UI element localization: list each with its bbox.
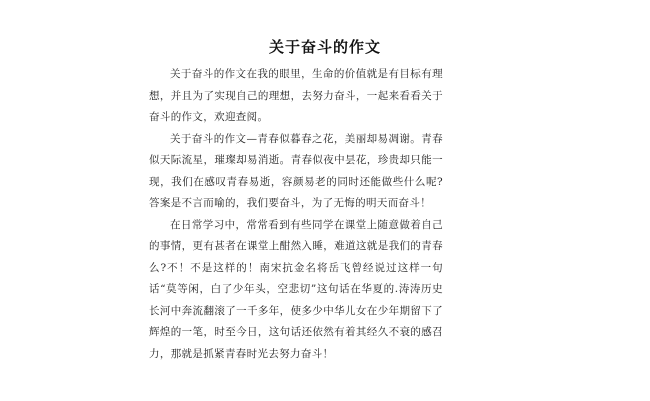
paragraph-3: 在日常学习中，常常看到有些同学在课堂上随意做着自己的事情，更有甚者在课堂上酣然入睡，难道这就是我们的青春么?不！不是这样的！南宋抗金名将岳飞曾经说过这样一句话“莫等闲，白了少年头，空悲切”这句话在华夏的.涛涛历史长河中奔流翻滚了一千多年，使多少中华儿女在少年期留下了辉煌的一笔，时至今日，这句话还依然有着其经久不衰的感召力，那就是抓紧青春时光去努力奋斗！ xyxy=(149,218,443,360)
paragraph-2: 关于奋斗的作文—青春似暮春之花，美丽却易凋谢。青春似天际流星，璀璨却易消逝。青春似夜中昙花，珍贵却只能一现，我们在感叹青春易逝，容颜易老的同时还能做些什么呢?答案是不言而喻的，我们要奋斗，为了无悔的明天而奋斗！ xyxy=(149,132,443,209)
document-body xyxy=(149,64,443,365)
paragraph-1: 关于奋斗的作文在我的眼里，生命的价值就是有目标有理想，并且为了实现自己的理想，去努力奋斗，一起来看看关于奋斗的作文，欢迎查阅。 xyxy=(149,68,443,123)
document-title: 关于奋斗的作文 xyxy=(268,38,381,56)
